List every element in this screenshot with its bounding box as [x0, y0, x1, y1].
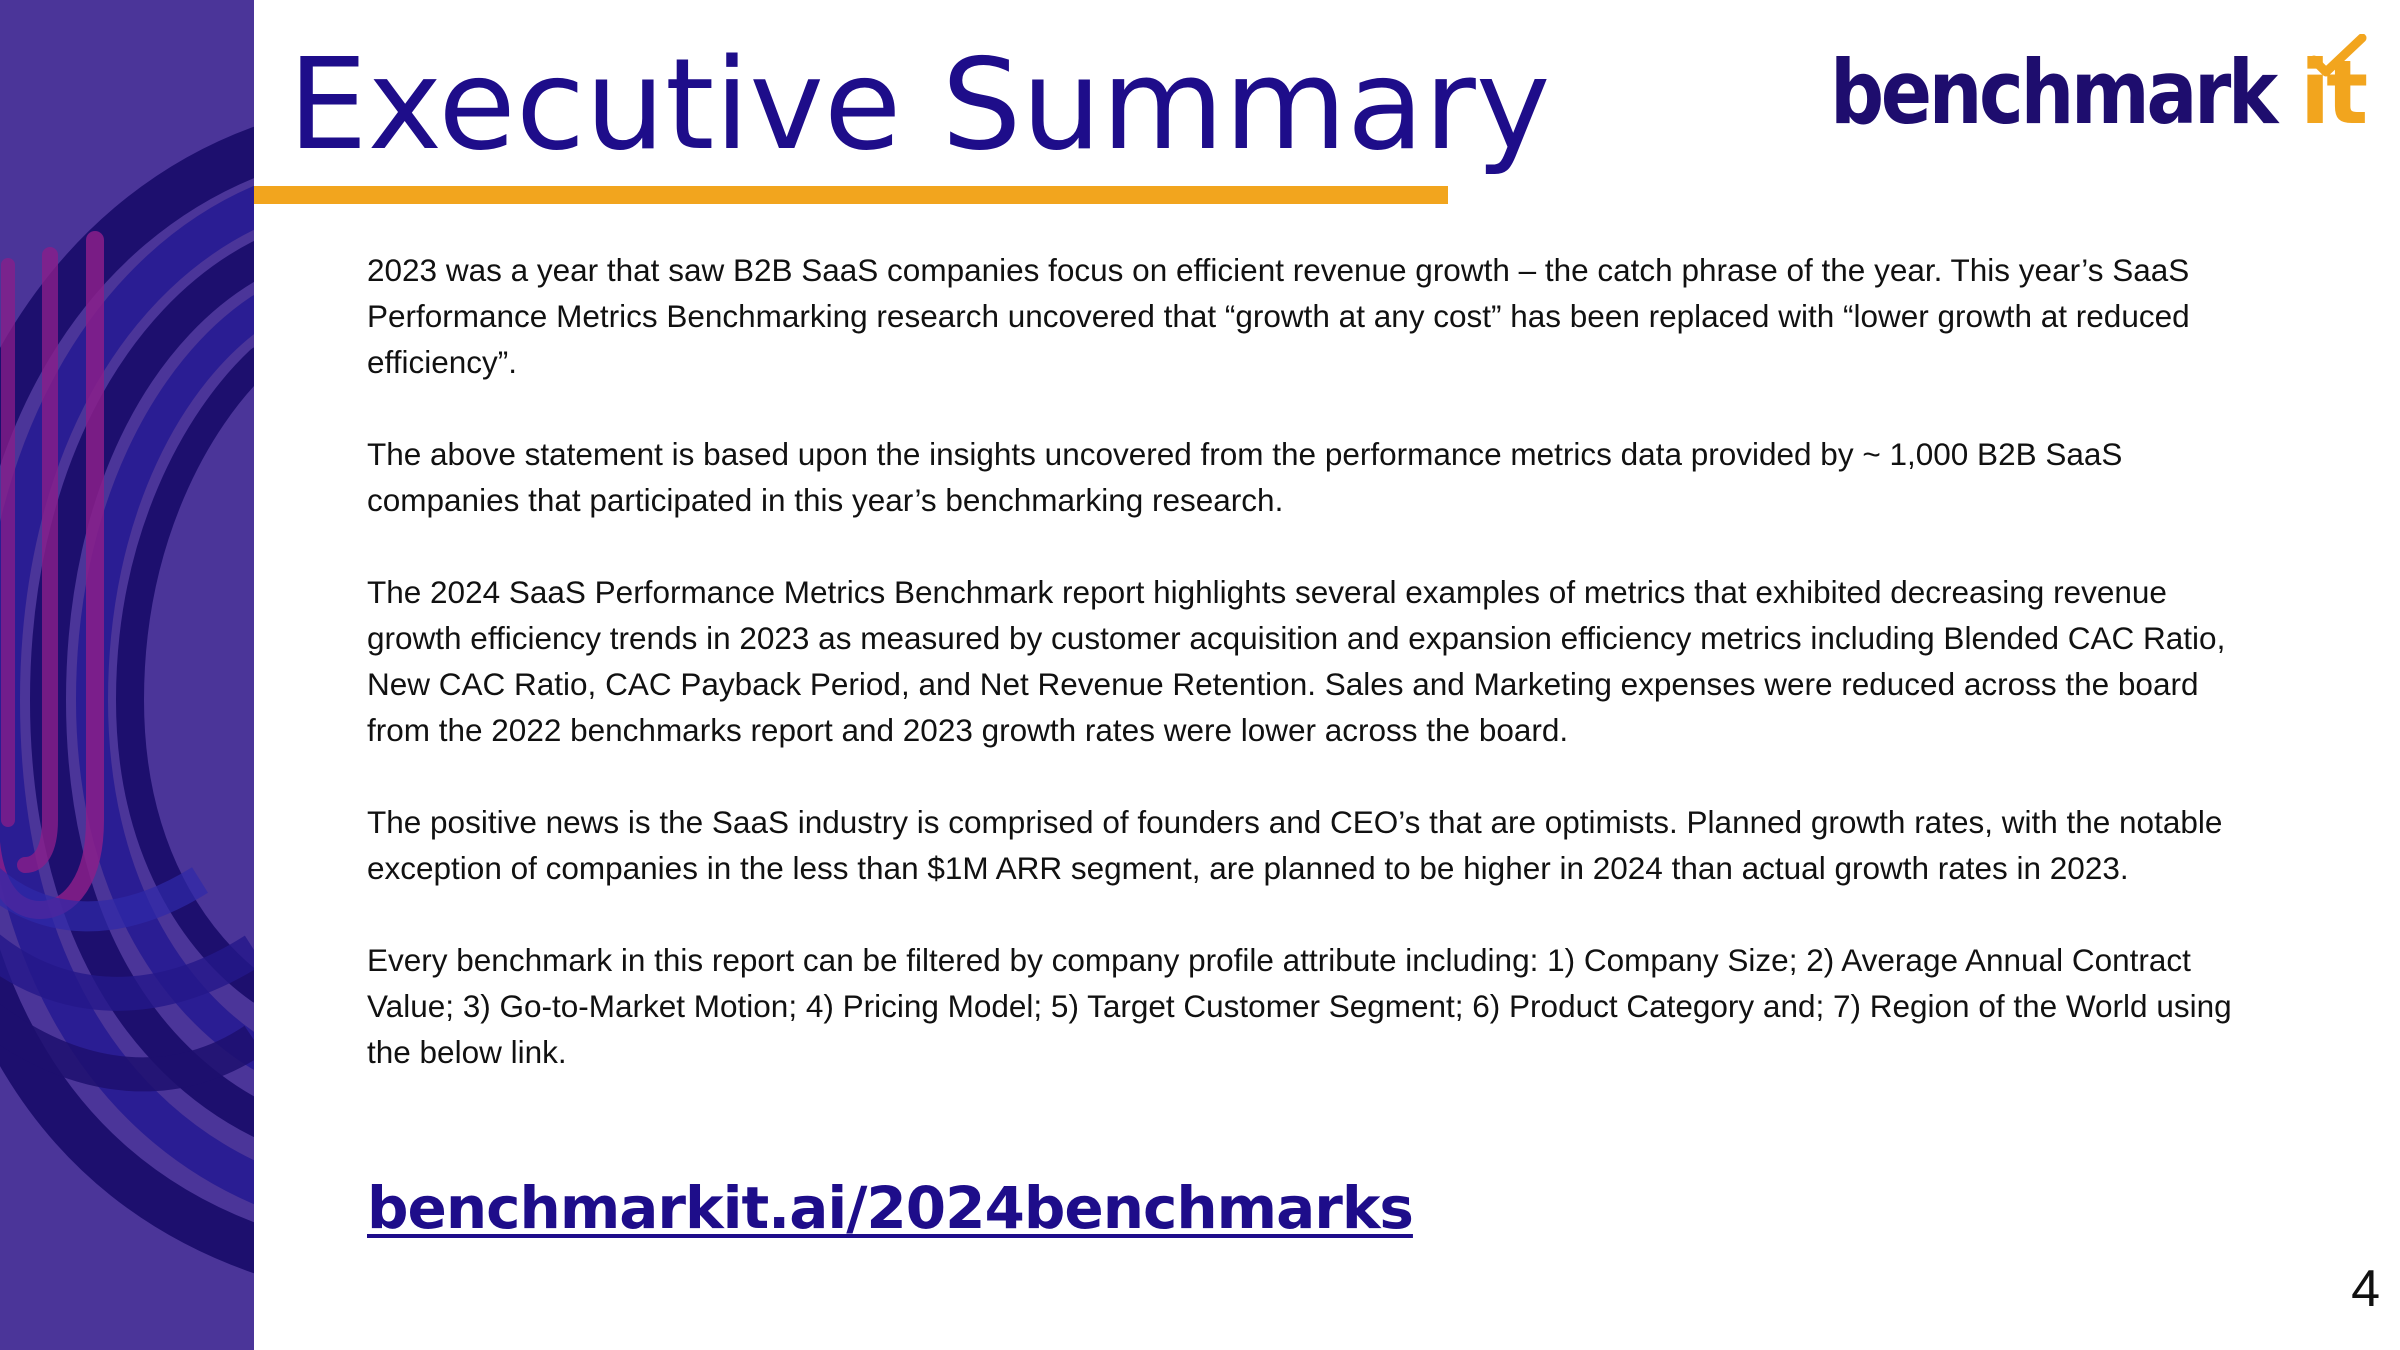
summary-paragraph-1: 2023 was a year that saw B2B SaaS companies focus on efficient revenue growth – the catch phrase of the year. This year’s SaaS Performance Metrics Benchmarking research uncovered that “growth at any cost” has been replaced with “lower growth at reduced efficiency”.	[367, 252, 2190, 380]
checkmark-icon	[2308, 34, 2368, 94]
concentric-curves-graphic	[0, 0, 254, 1350]
summary-paragraph-3: The 2024 SaaS Performance Metrics Benchmark report highlights several examples of metrics that exhibited decreasing revenue growth efficiency trends in 2023 as measured by customer acquisition and expansion efficiency metrics including Blended CAC Ratio, New CAC Ratio, CAC Payback Period, and Net Revenue Retention. Sales and Marketing expenses were reduced across the board from the 2022 benchmarks report and 2023 growth rates were lower across the board.	[367, 574, 2226, 748]
benchmarks-link[interactable]: benchmarkit.ai/2024benchmarks	[367, 1174, 1413, 1242]
logo-main-text: benchmark	[1830, 41, 2275, 144]
summary-paragraph-5: Every benchmark in this report can be filtered by company profile attribute including: 1) Company Size; 2) Average Annual Contract Value; 3) Go-to-Market Motion; 4) Pricing Model; 5) Target Customer Segment; 6) Product Category and; 7) Region of the World using the below link.	[367, 942, 2232, 1070]
title-underline	[254, 186, 1448, 204]
benchmarkit-logo	[1830, 34, 2365, 144]
logo-accent-text: it	[2300, 41, 2365, 144]
decorative-side-panel	[0, 0, 254, 1350]
page-title: Executive Summary	[288, 31, 1551, 178]
summary-paragraph-2: The above statement is based upon the insights uncovered from the performance metrics data provided by ~ 1,000 B2B SaaS companies that participated in this year’s benchmarking research.	[367, 436, 2123, 518]
summary-body	[367, 247, 2267, 1121]
page-number: 4	[2351, 1260, 2380, 1318]
summary-paragraph-4: The positive news is the SaaS industry is comprised of founders and CEO’s that are optimists. Planned growth rates, with the notable exception of companies in the less than $1M ARR segment, are planned to be higher in 2024 than actual growth rates in 2023.	[367, 804, 2223, 886]
